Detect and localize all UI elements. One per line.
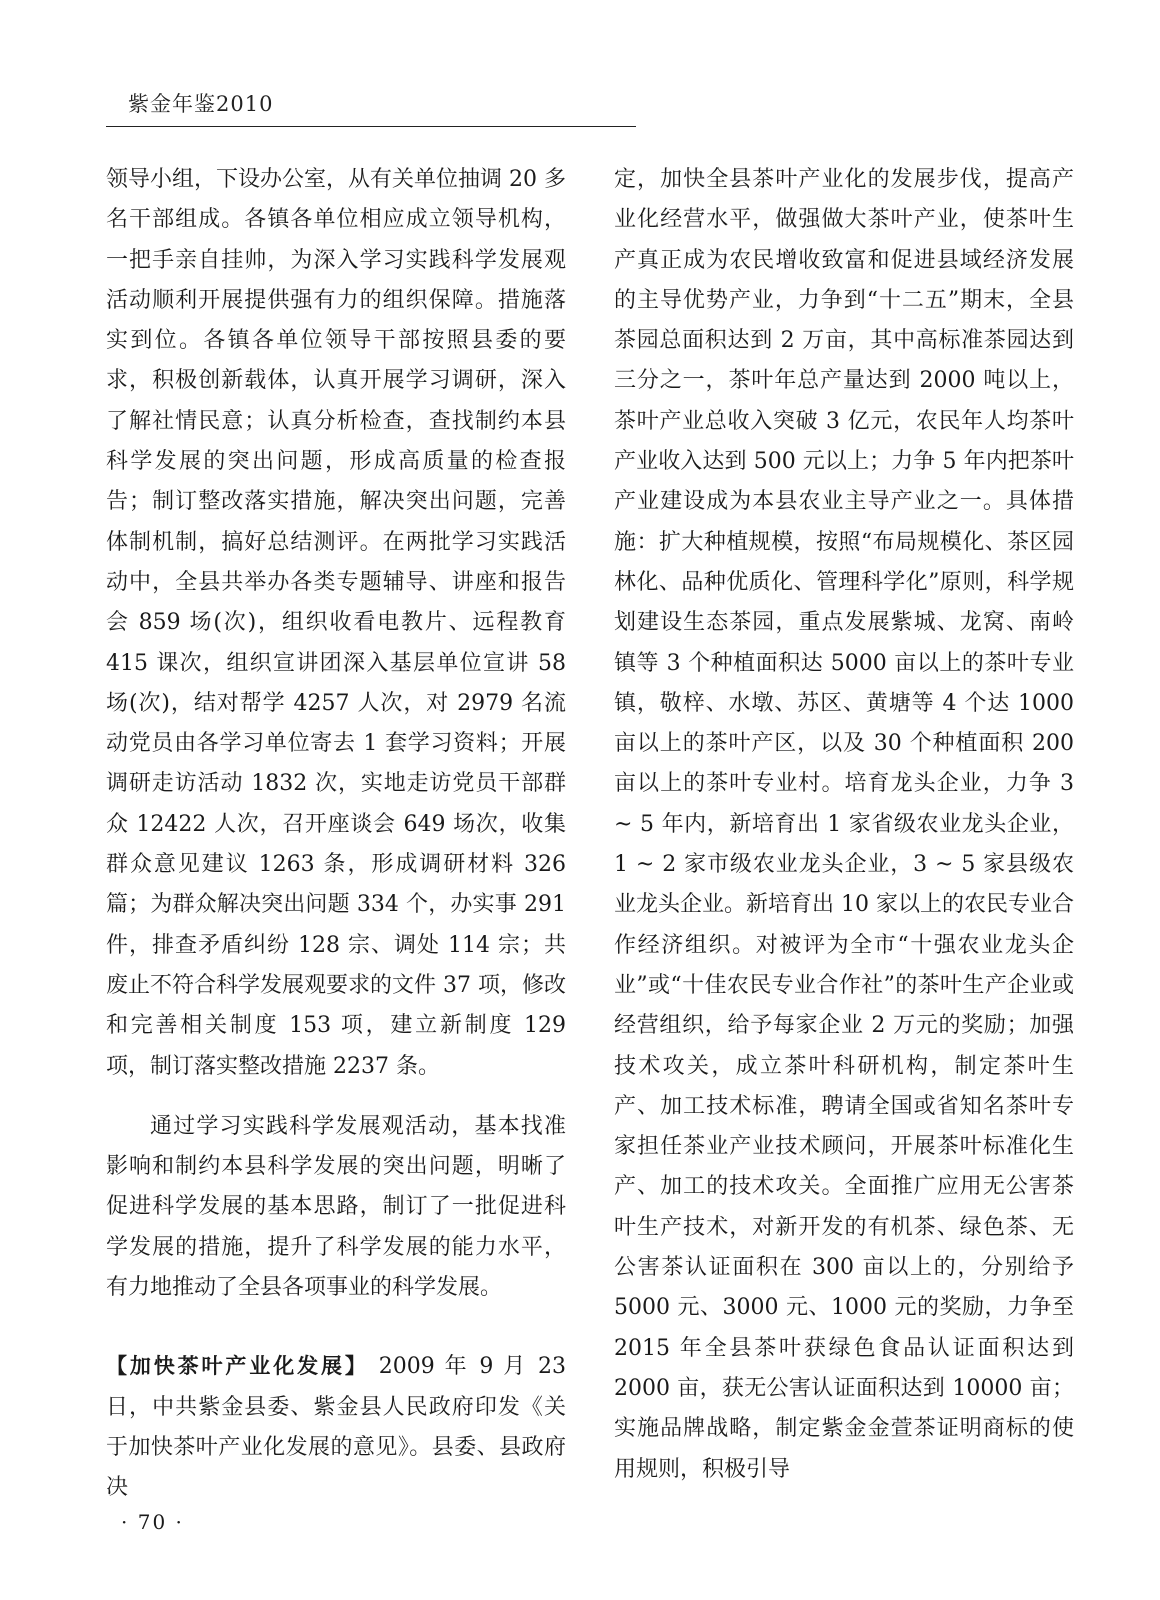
page-number: · 70 · bbox=[121, 1510, 184, 1534]
right-column bbox=[614, 160, 1074, 1490]
left-paragraph-1: 领导小组，下设办公室，从有关单位抽调 20 多名干部组成。各镇各单位相应成立领导机构，一把手亲自挂帅，为深入学习实践科学发展观活动顺利开展提供强有力的组织保障。措施落实到位。各镇各单位领导干部按照县委的要求，积极创新载体，认真开展学习调研，深入了解社情民意；认真分析检查，查找制约本县科学发展的突出问题，形成高质量的检查报告；制订整改落实措施，解决突出问题，完善体制机制，搞好总结测评。在两批学习实践活动中，全县共举办各类专题辅导、讲座和报告会 859 场(次)，组织收看电教片、远程教育 415 课次，组织宣讲团深入基层单位宣讲 58 场(次)，结对帮学 4257 人次，对 2979 名流动党员由各学习单位寄去 1 套学习资料；开展调研走访活动 1832 次，实地走访党员干部群众 12422 人次，召开座谈会 649 场次，收集群众意见建议 1263 条，形成调研材料 326 篇；为群众解决突出问题 334 个，办实事 291 件，排查矛盾纠纷 128 宗、调处 114 宗；共废止不符合科学发展观要求的文件 37 项，修改和完善相关制度 153 项，建立新制度 129 项，制订落实整改措施 2237 条。 bbox=[106, 167, 566, 1079]
left-paragraph-2: 通过学习实践科学发展观活动，基本找准影响和制约本县科学发展的突出问题，明晰了促进科学发展的基本思路，制订了一批促进科学发展的措施，提升了科学发展的能力水平，有力地推动了全县各项事业的科学发展。 bbox=[106, 1113, 566, 1301]
entry-title: 【加快茶叶产业化发展】 bbox=[106, 1354, 369, 1379]
running-head-title: 紫金年鉴2010 bbox=[128, 92, 274, 116]
header-rule bbox=[106, 126, 636, 127]
left-column bbox=[106, 160, 566, 1509]
right-paragraph-1: 定，加快全县茶叶产业化的发展步伐，提高产业化经营水平，做强做大茶叶产业，使茶叶生产真正成为农民增收致富和促进县域经济发展的主导优势产业，力争到“十二五”期末，全县茶园总面积达到 2 万亩，其中高标准茶园达到三分之一，茶叶年总产量达到 2000 吨以上，茶叶产业总收入突破 3 亿元，农民年人均茶叶产业收入达到 500 元以上；力争 5 年内把茶叶产业建设成为本县农业主导产业之一。具体措施：扩大种植规模，按照“布局规模化、茶区园林化、品种优质化、管理科学化”原则，科学规划建设生态茶园，重点发展紫城、龙窝、南岭镇等 3 个种植面积达 5000 亩以上的茶叶专业镇，敬梓、水墩、苏区、黄塘等 4 个达 1000 亩以上的茶叶产区，以及 30 个种植面积 200 亩以上的茶叶专业村。培育龙头企业，力争 3 ~ 5 年内，新培育出 1 家省级农业龙头企业，1 ~ 2 家市级农业龙头企业，3 ~ 5 家县级农业龙头企业。新培育出 10 家以上的农民专业合作经济组织。对被评为全市“十强农业龙头企业”或“十佳农民专业合作社”的茶叶生产企业或经营组织，给予每家企业 2 万元的奖励；加强技术攻关，成立茶叶科研机构，制定茶叶生产、加工技术标准，聘请全国或省知名茶叶专家担任茶业产业技术顾问，开展茶叶标准化生产、加工的技术攻关。全面推广应用无公害茶叶生产技术，对新开发的有机茶、绿色茶、无公害茶认证面积在 300 亩以上的，分别给予 5000 元、3000 元、1000 元的奖励，力争至 2015 年全县茶叶获绿色食品认证面积达到 2000 亩，获无公害认证面积达到 10000 亩；实施品牌战略，制定紫金金萱茶证明商标的使用规则，积极引导 bbox=[614, 167, 1074, 1482]
entry-paragraph bbox=[106, 1346, 566, 1508]
entry-text: 2009 年 9 月 23 日，中共紫金县委、紫金县人民政府印发《关于加快茶叶产业化发展的意见》。县委、县政府决 bbox=[106, 1354, 567, 1501]
